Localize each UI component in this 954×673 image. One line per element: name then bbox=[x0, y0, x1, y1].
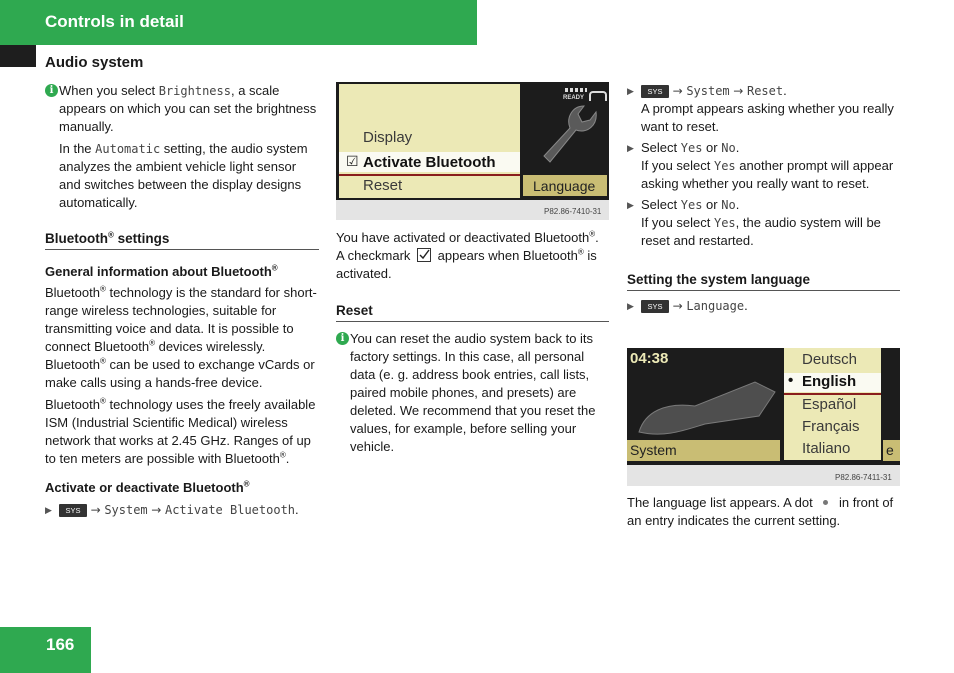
sys-key-icon: SYS bbox=[641, 300, 669, 313]
display-screenshot-bluetooth bbox=[336, 82, 609, 220]
heading-reset: Reset bbox=[336, 302, 609, 322]
menu-item-reset: Reset bbox=[363, 177, 403, 194]
step-triangle-icon: ▶ bbox=[45, 505, 52, 515]
heading-system-language: Setting the system language bbox=[627, 271, 900, 291]
step-triangle-icon: ▶ bbox=[627, 86, 634, 96]
info-brightness: i When you select Brightness, a scale appears on which you can set the brightness manually. In the Automatic setting, the audio system analyzes the ambient vehicle light sensor and switches between the display designs automatically. bbox=[45, 82, 319, 212]
current-language-dot-icon: • bbox=[788, 372, 794, 389]
right-side-label-fragment: e bbox=[886, 442, 894, 458]
info-icon: i bbox=[45, 84, 58, 97]
language-italiano: Italiano bbox=[802, 440, 851, 457]
step-select-yes-no-2: ▶ Select Yes or No. If you select Yes, the audio system will be reset and restarted. bbox=[627, 197, 881, 248]
language-english: English bbox=[802, 373, 857, 390]
signal-bars-icon bbox=[565, 88, 587, 92]
heading-bluetooth-settings: Bluetooth® settings bbox=[45, 230, 319, 250]
column-3 bbox=[627, 82, 900, 315]
clock-time: 04:38 bbox=[630, 350, 669, 367]
wrench-icon bbox=[635, 372, 785, 442]
check-icon: ☑ bbox=[346, 153, 359, 169]
figure-caption: P82.86-7410-31 bbox=[544, 207, 602, 216]
wrench-icon bbox=[532, 98, 602, 168]
step-triangle-icon: ▶ bbox=[627, 301, 634, 311]
info-icon: i bbox=[336, 332, 349, 345]
phone-icon bbox=[589, 91, 607, 101]
section-title: Audio system bbox=[45, 54, 144, 71]
language-deutsch: Deutsch bbox=[802, 351, 858, 368]
paragraph-bluetooth-ism: Bluetooth® technology uses the freely available ISM (Industrial Scientific Medical) wireless network that works at 2.45 GHz. Ranges of up to ten meters are possible with Bluetooth®. bbox=[45, 396, 316, 466]
figure-caption: P82.86-7411-31 bbox=[835, 473, 892, 482]
step-system-reset: ▶ SYS → System → Reset. A prompt appears asking whether you really want to reset. bbox=[627, 83, 894, 134]
system-side-label: System bbox=[630, 442, 677, 458]
step-triangle-icon: ▶ bbox=[627, 200, 634, 210]
page-number-tab bbox=[0, 627, 91, 673]
language-francais: Français bbox=[802, 418, 860, 435]
heading-general-bluetooth: General information about Bluetooth® bbox=[45, 263, 278, 279]
paragraph-language-list: The language list appears. A dot in front of an entry indicates the current setting. bbox=[627, 495, 894, 528]
step-activate-bluetooth: ▶ SYS → System → Activate Bluetooth. bbox=[45, 502, 299, 517]
language-side-label: Language bbox=[533, 178, 596, 194]
chapter-header bbox=[0, 0, 477, 45]
side-tab-marker bbox=[0, 45, 36, 67]
step-language: ▶ SYS → Language. bbox=[627, 298, 748, 313]
paragraph-checkmark: You have activated or deactivated Bluetooth®. A checkmark appears when Bluetooth® is activated. bbox=[336, 229, 599, 281]
column-1 bbox=[45, 82, 319, 519]
sys-key-icon: SYS bbox=[641, 85, 669, 98]
column-2 bbox=[336, 229, 609, 456]
chapter-title: Controls in detail bbox=[45, 12, 184, 31]
page-number: 166 bbox=[46, 635, 75, 654]
menu-item-display: Display bbox=[363, 129, 413, 146]
status-ready: READY bbox=[563, 95, 585, 101]
display-screenshot-language bbox=[627, 348, 900, 486]
heading-activate-bluetooth: Activate or deactivate Bluetooth® bbox=[45, 479, 250, 495]
language-espanol: Español bbox=[802, 396, 857, 413]
step-select-yes-no-1: ▶ Select Yes or No. If you select Yes another prompt will appear asking whether you really want to reset. bbox=[627, 140, 894, 191]
paragraph-bluetooth-standard: Bluetooth® technology is the standard for short-range wireless technologies, suitable for transmitting voice and data. It is possible to connect Bluetooth® devices wirelessly. Bluetooth® can be used to exchange vCards or make calls using a hands-free device. bbox=[45, 284, 317, 390]
step-triangle-icon: ▶ bbox=[627, 143, 634, 153]
dot-icon bbox=[823, 500, 828, 505]
info-reset: i You can reset the audio system back to its factory settings. In this case, all personal data (e. g. address book entries, call lists, paired mobile phones, and presets) are deleted. We recommend that you reset the values, for example, before selling your vehicle. bbox=[336, 330, 609, 456]
menu-item-activate-bluetooth: Activate Bluetooth bbox=[363, 154, 496, 171]
checkmark-icon bbox=[417, 248, 431, 262]
sys-key-icon: SYS bbox=[59, 504, 87, 517]
